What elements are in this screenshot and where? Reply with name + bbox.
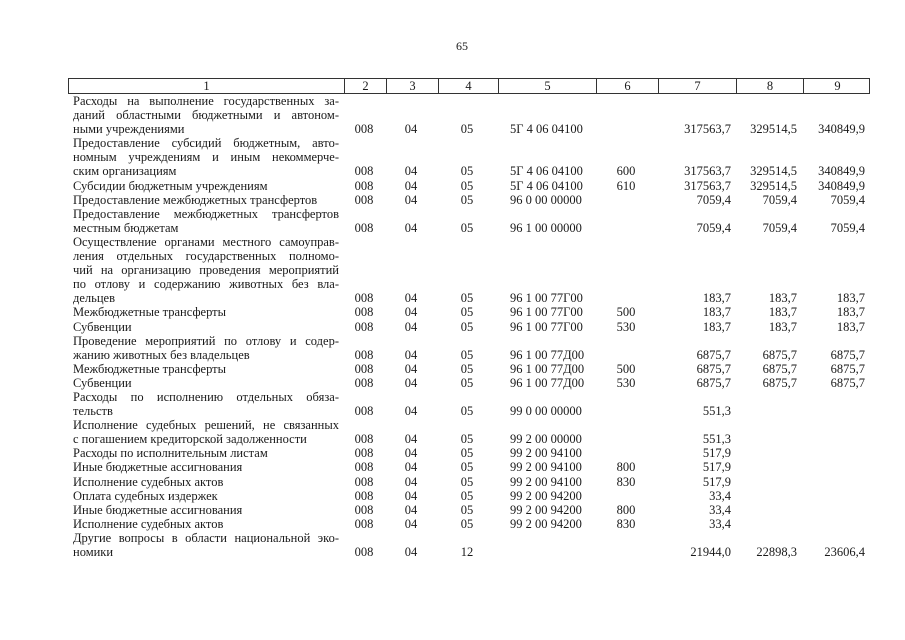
description-line: Субсидии бюджетным учреждениям bbox=[73, 178, 268, 193]
cell-col-6: 530 bbox=[616, 319, 636, 334]
cell-col-3: 04 bbox=[404, 164, 418, 179]
row-description bbox=[68, 475, 343, 489]
row-description bbox=[68, 235, 343, 305]
cell-col-3: 04 bbox=[404, 516, 418, 531]
cell-col-6: 800 bbox=[616, 502, 636, 517]
table-row bbox=[68, 376, 870, 390]
row-description bbox=[68, 193, 343, 207]
table-row bbox=[68, 531, 870, 559]
cell-col-2: 008 bbox=[354, 545, 374, 559]
cell-col-2: 008 bbox=[354, 516, 374, 531]
description-line: ления отдельных государственных полномо- bbox=[73, 249, 339, 264]
cell-col-7: 33,4 bbox=[709, 516, 731, 531]
cell-col-2: 008 bbox=[354, 319, 374, 334]
cell-col-3: 04 bbox=[404, 432, 418, 447]
cell-col-6: 530 bbox=[616, 375, 636, 390]
row-description bbox=[68, 334, 343, 362]
cell-col-4: 05 bbox=[460, 488, 474, 503]
description-line: местным бюджетам bbox=[73, 220, 179, 235]
cell-col-3: 04 bbox=[404, 446, 418, 461]
cell-col-2: 008 bbox=[354, 305, 374, 320]
cell-col-6: 500 bbox=[616, 305, 636, 320]
cell-col-9: 6875,7 bbox=[830, 347, 865, 362]
description-line: Осуществление органами местного самоуправ- bbox=[73, 234, 339, 249]
cell-col-7: 183,7 bbox=[702, 291, 731, 306]
cell-col-8: 6875,7 bbox=[762, 375, 797, 390]
description-line: Межбюджетные трансферты bbox=[73, 305, 227, 320]
cell-col-6: 610 bbox=[616, 178, 636, 193]
cell-col-5: 99 2 00 94200 bbox=[510, 502, 582, 517]
cell-col-3: 04 bbox=[404, 319, 418, 334]
cell-col-5: 96 1 00 77Г00 bbox=[510, 305, 583, 320]
row-description bbox=[68, 136, 343, 178]
cell-col-7: 183,7 bbox=[702, 319, 731, 334]
description-line: по отлову и содержанию животных без вла- bbox=[73, 277, 339, 292]
page-number: 65 bbox=[456, 39, 468, 53]
cell-col-6: 830 bbox=[616, 474, 636, 489]
cell-col-4: 05 bbox=[460, 305, 474, 320]
cell-col-9: 6875,7 bbox=[830, 361, 865, 376]
cell-col-3: 04 bbox=[404, 545, 418, 559]
cell-col-7: 7059,4 bbox=[696, 192, 731, 207]
description-line: Предоставление межбюджетных трансфертов bbox=[73, 206, 339, 221]
cell-col-5: 96 1 00 77Г00 bbox=[510, 319, 583, 334]
header-cell: 1 bbox=[203, 79, 210, 93]
cell-col-6: 500 bbox=[616, 361, 636, 376]
table-row bbox=[68, 305, 870, 319]
description-line: Оплата судебных издержек bbox=[73, 488, 218, 503]
cell-col-5: 99 2 00 94200 bbox=[510, 516, 582, 531]
cell-col-9: 340849,9 bbox=[818, 164, 865, 179]
table-row bbox=[68, 94, 870, 136]
cell-col-2: 008 bbox=[354, 432, 374, 447]
cell-col-8: 329514,5 bbox=[750, 122, 797, 137]
cell-col-2: 008 bbox=[354, 474, 374, 489]
cell-col-7: 33,4 bbox=[709, 502, 731, 517]
cell-col-7: 317563,7 bbox=[684, 178, 731, 193]
cell-col-7: 517,9 bbox=[702, 474, 731, 489]
table-header-row bbox=[68, 78, 870, 94]
header-cell: 9 bbox=[803, 79, 871, 94]
cell-col-5: 5Г 4 06 04100 bbox=[510, 178, 583, 193]
cell-col-7: 517,9 bbox=[702, 460, 731, 475]
cell-col-5: 99 2 00 94100 bbox=[510, 460, 582, 475]
description-line: ским организациям bbox=[73, 164, 177, 179]
cell-col-7: 7059,4 bbox=[696, 220, 731, 235]
cell-col-9: 7059,4 bbox=[830, 192, 865, 207]
table-row bbox=[68, 489, 870, 503]
cell-col-8: 6875,7 bbox=[762, 347, 797, 362]
cell-col-7: 517,9 bbox=[702, 446, 731, 461]
cell-col-3: 04 bbox=[404, 361, 418, 376]
row-description bbox=[68, 362, 343, 376]
cell-col-8: 7059,4 bbox=[762, 220, 797, 235]
cell-col-5: 96 1 00 77Д00 bbox=[510, 361, 585, 376]
cell-col-9: 183,7 bbox=[836, 319, 865, 334]
cell-col-4: 05 bbox=[460, 432, 474, 447]
table-row bbox=[68, 179, 870, 193]
header-cell: 5 bbox=[498, 79, 596, 94]
row-description bbox=[68, 531, 343, 559]
table-body bbox=[68, 94, 870, 559]
description-line: Исполнение судебных решений, не связанных bbox=[73, 418, 339, 433]
cell-col-3: 04 bbox=[404, 192, 418, 207]
cell-col-8: 329514,5 bbox=[750, 164, 797, 179]
cell-col-3: 04 bbox=[404, 488, 418, 503]
description-line: Исполнение судебных актов bbox=[73, 474, 224, 489]
cell-col-2: 008 bbox=[354, 220, 374, 235]
description-line: Другие вопросы в области национальной эко- bbox=[73, 530, 339, 545]
table-row bbox=[68, 136, 870, 178]
table-row bbox=[68, 193, 870, 207]
cell-col-4: 05 bbox=[460, 375, 474, 390]
cell-col-6: 600 bbox=[616, 164, 636, 179]
cell-col-4: 05 bbox=[460, 404, 474, 419]
cell-col-3: 04 bbox=[404, 460, 418, 475]
row-description bbox=[68, 376, 343, 390]
description-line: тельств bbox=[73, 404, 113, 419]
cell-col-8: 183,7 bbox=[768, 291, 797, 306]
cell-col-9: 7059,4 bbox=[830, 220, 865, 235]
table-row bbox=[68, 517, 870, 531]
cell-col-2: 008 bbox=[354, 291, 374, 306]
cell-col-8: 6875,7 bbox=[762, 361, 797, 376]
description-line: Субвенции bbox=[73, 319, 132, 334]
cell-col-4: 05 bbox=[460, 319, 474, 334]
row-description bbox=[68, 305, 343, 319]
row-description bbox=[68, 418, 343, 446]
description-line: Расходы по исполнительным листам bbox=[73, 446, 268, 461]
cell-col-2: 008 bbox=[354, 488, 374, 503]
cell-col-5: 99 2 00 94100 bbox=[510, 446, 582, 461]
cell-col-4: 05 bbox=[460, 192, 474, 207]
description-line: Проведение мероприятий по отлову и содер- bbox=[73, 333, 339, 348]
cell-col-7: 6875,7 bbox=[696, 361, 731, 376]
table-row bbox=[68, 362, 870, 376]
description-line: номики bbox=[73, 545, 114, 559]
cell-col-5: 96 1 00 77Д00 bbox=[510, 375, 585, 390]
cell-col-2: 008 bbox=[354, 347, 374, 362]
description-line: Расходы на выполнение государственных за- bbox=[73, 94, 339, 108]
description-line: Предоставление межбюджетных трансфертов bbox=[73, 192, 318, 207]
description-line: Иные бюджетные ассигнования bbox=[73, 460, 243, 475]
cell-col-4: 05 bbox=[460, 291, 474, 306]
cell-col-4: 05 bbox=[460, 516, 474, 531]
description-line: Межбюджетные трансферты bbox=[73, 361, 227, 376]
cell-col-2: 008 bbox=[354, 192, 374, 207]
cell-col-8: 183,7 bbox=[768, 319, 797, 334]
table-row bbox=[68, 418, 870, 446]
header-cell: 2 bbox=[344, 79, 386, 94]
table-row bbox=[68, 334, 870, 362]
cell-col-4: 05 bbox=[460, 164, 474, 179]
cell-col-4: 05 bbox=[460, 361, 474, 376]
cell-col-7: 183,7 bbox=[702, 305, 731, 320]
cell-col-5: 99 0 00 00000 bbox=[510, 404, 582, 419]
cell-col-7: 317563,7 bbox=[684, 122, 731, 137]
cell-col-5: 96 1 00 77Д00 bbox=[510, 347, 585, 362]
description-line: даний областными бюджетными и автоном- bbox=[73, 108, 339, 123]
header-cell: 8 bbox=[736, 79, 803, 94]
cell-col-3: 04 bbox=[404, 122, 418, 137]
cell-col-2: 008 bbox=[354, 404, 374, 419]
cell-col-4: 05 bbox=[460, 446, 474, 461]
description-line: Исполнение судебных актов bbox=[73, 516, 224, 531]
cell-col-4: 05 bbox=[460, 474, 474, 489]
cell-col-3: 04 bbox=[404, 502, 418, 517]
cell-col-8: 22898,3 bbox=[756, 545, 797, 559]
cell-col-5: 99 2 00 00000 bbox=[510, 432, 582, 447]
cell-col-9: 183,7 bbox=[836, 291, 865, 306]
row-description bbox=[68, 446, 343, 460]
cell-col-3: 04 bbox=[404, 305, 418, 320]
header-cell: 7 bbox=[658, 79, 736, 94]
row-description bbox=[68, 320, 343, 334]
table-row bbox=[68, 390, 870, 418]
cell-col-4: 05 bbox=[460, 178, 474, 193]
description-line: Субвенции bbox=[73, 375, 132, 390]
description-line: с погашением кредиторской задолженности bbox=[73, 432, 307, 447]
cell-col-3: 04 bbox=[404, 474, 418, 489]
cell-col-9: 23606,4 bbox=[824, 545, 865, 559]
cell-col-5: 99 2 00 94200 bbox=[510, 488, 582, 503]
cell-col-7: 551,3 bbox=[702, 432, 731, 447]
description-line: дельцев bbox=[73, 291, 115, 306]
row-description bbox=[68, 517, 343, 531]
row-description bbox=[68, 207, 343, 235]
cell-col-2: 008 bbox=[354, 502, 374, 517]
description-line: жанию животных без владельцев bbox=[73, 347, 250, 362]
cell-col-2: 008 bbox=[354, 164, 374, 179]
cell-col-2: 008 bbox=[354, 375, 374, 390]
cell-col-6: 800 bbox=[616, 460, 636, 475]
cell-col-7: 551,3 bbox=[702, 404, 731, 419]
table-row bbox=[68, 503, 870, 517]
table-row bbox=[68, 207, 870, 235]
cell-col-9: 183,7 bbox=[836, 305, 865, 320]
table-row bbox=[68, 475, 870, 489]
description-line: номным учреждениям и иным некоммерче- bbox=[73, 150, 339, 165]
cell-col-9: 340849,9 bbox=[818, 122, 865, 137]
description-line: чий на организацию проведения мероприятий bbox=[73, 263, 339, 278]
cell-col-9: 340849,9 bbox=[818, 178, 865, 193]
row-description bbox=[68, 94, 343, 136]
row-description bbox=[68, 390, 343, 418]
header-cell: 4 bbox=[438, 79, 498, 94]
cell-col-5: 96 1 00 00000 bbox=[510, 220, 582, 235]
cell-col-4: 05 bbox=[460, 460, 474, 475]
row-description bbox=[68, 460, 343, 474]
cell-col-8: 183,7 bbox=[768, 305, 797, 320]
table-row bbox=[68, 446, 870, 460]
cell-col-2: 008 bbox=[354, 446, 374, 461]
header-cell: 3 bbox=[386, 79, 438, 94]
cell-col-3: 04 bbox=[404, 347, 418, 362]
cell-col-2: 008 bbox=[354, 122, 374, 137]
cell-col-5: 96 1 00 77Г00 bbox=[510, 291, 583, 306]
row-description bbox=[68, 489, 343, 503]
cell-col-5: 96 0 00 00000 bbox=[510, 192, 582, 207]
cell-col-6: 830 bbox=[616, 516, 636, 531]
table-row bbox=[68, 235, 870, 305]
cell-col-5: 99 2 00 94100 bbox=[510, 474, 582, 489]
header-cell: 6 bbox=[596, 79, 658, 94]
description-line: Расходы по исполнению отдельных обяза- bbox=[73, 389, 339, 404]
cell-col-4: 05 bbox=[460, 347, 474, 362]
description-line: Предоставление субсидий бюджетным, авто- bbox=[73, 136, 339, 151]
cell-col-2: 008 bbox=[354, 460, 374, 475]
cell-col-2: 008 bbox=[354, 178, 374, 193]
description-line: ными учреждениями bbox=[73, 122, 185, 137]
cell-col-8: 7059,4 bbox=[762, 192, 797, 207]
cell-col-9: 6875,7 bbox=[830, 375, 865, 390]
cell-col-7: 6875,7 bbox=[696, 375, 731, 390]
cell-col-4: 05 bbox=[460, 220, 474, 235]
budget-table bbox=[68, 78, 870, 559]
cell-col-5: 5Г 4 06 04100 bbox=[510, 164, 583, 179]
cell-col-4: 05 bbox=[460, 122, 474, 137]
cell-col-3: 04 bbox=[404, 404, 418, 419]
row-description bbox=[68, 503, 343, 517]
cell-col-7: 21944,0 bbox=[690, 545, 731, 559]
cell-col-3: 04 bbox=[404, 178, 418, 193]
table-row bbox=[68, 320, 870, 334]
cell-col-3: 04 bbox=[404, 291, 418, 306]
cell-col-4: 05 bbox=[460, 502, 474, 517]
cell-col-8: 329514,5 bbox=[750, 178, 797, 193]
cell-col-7: 33,4 bbox=[709, 488, 731, 503]
cell-col-3: 04 bbox=[404, 220, 418, 235]
cell-col-5: 5Г 4 06 04100 bbox=[510, 122, 583, 137]
cell-col-7: 6875,7 bbox=[696, 347, 731, 362]
row-description bbox=[68, 179, 343, 193]
cell-col-3: 04 bbox=[404, 375, 418, 390]
cell-col-2: 008 bbox=[354, 361, 374, 376]
description-line: Иные бюджетные ассигнования bbox=[73, 502, 243, 517]
cell-col-4: 12 bbox=[460, 545, 474, 559]
table-row bbox=[68, 460, 870, 474]
cell-col-7: 317563,7 bbox=[684, 164, 731, 179]
